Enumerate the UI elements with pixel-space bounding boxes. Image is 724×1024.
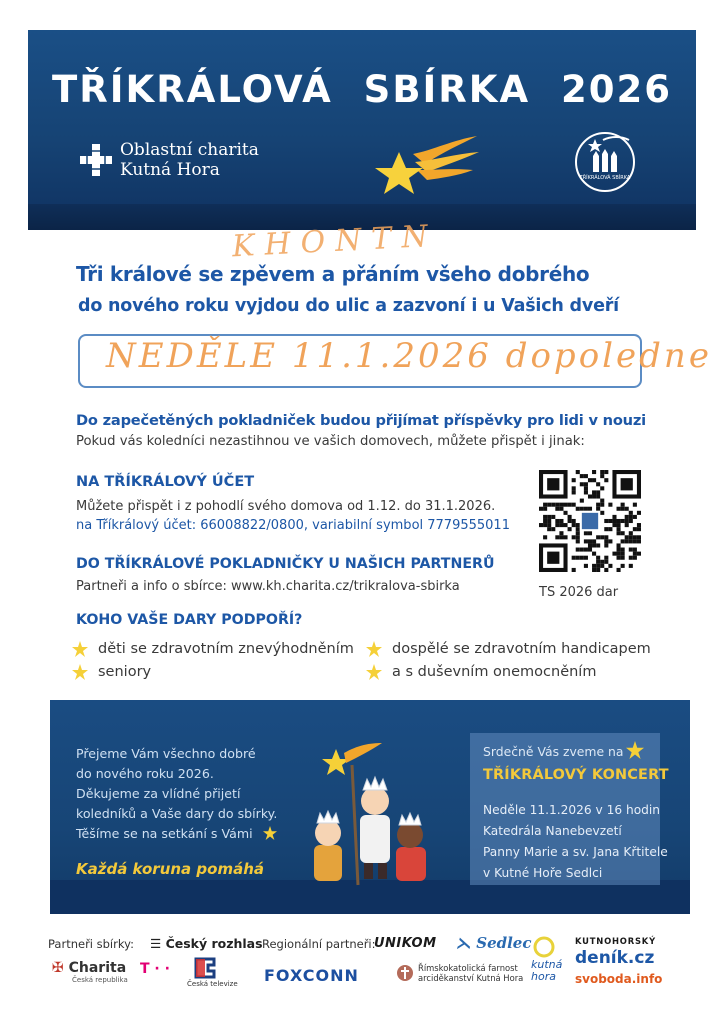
charity-cross-icon	[78, 142, 114, 178]
star-bullet-icon	[72, 641, 88, 657]
account-line1: Můžete přispět i z pohodlí svého domova od 1.12. do 31.1.2026.	[76, 499, 496, 514]
account-line2: na Tříkrálový účet: 66008822/0800, variabilní symbol 7779555011	[76, 518, 510, 533]
church-icon	[396, 963, 414, 983]
thanks-line: do nového roku 2026.	[76, 766, 214, 781]
rozhlas-icon: ☰	[150, 936, 166, 951]
partners-box-line1[interactable]: Partneři a info o sbírce: www.kh.charita.cz/trikralova-sbirka	[76, 579, 460, 594]
charity-logo	[78, 140, 259, 180]
support-item	[366, 664, 596, 680]
concert-info-line: Katedrála Nanebevzetí	[483, 824, 622, 838]
farnost-line2: arciděkanství Kutná Hora	[418, 973, 524, 983]
support-title: KOHO VAŠE DARY PODPOŘÍ?	[76, 612, 303, 628]
svg-text:TŘÍKRÁLOVÁ SBÍRKA: TŘÍKRÁLOVÁ SBÍRKA	[579, 175, 631, 181]
ceska-televize-icon	[192, 957, 218, 979]
star-bullet-icon	[366, 664, 382, 680]
qr-caption: TS 2026 dar	[539, 585, 619, 600]
kutna-hora-logo: kutná hora	[531, 958, 563, 983]
partners-label: Partneři sbírky:	[48, 937, 134, 951]
header-banner	[28, 30, 696, 230]
concert-info-line: v Kutné Hoře Sedlci	[483, 866, 603, 880]
thanks-line: Přejeme Vám všechno dobré	[76, 746, 256, 761]
cesky-rozhlas-logo: ☰ Český rozhlas	[150, 936, 263, 951]
three-kings-illustration	[300, 735, 460, 895]
thanks-line: koledníků a Vaše dary do sbírky.	[76, 806, 278, 821]
farnost-logo	[396, 963, 523, 983]
farnost-line1: Římskokatolická farnost	[418, 963, 518, 973]
kutnohorsky-label: KUTNOHORSKÝ	[575, 936, 656, 946]
charity-name-line1: Oblastní charita	[120, 140, 259, 160]
star-icon	[626, 741, 644, 759]
intro-line2: Pokud vás koledníci nezastihnou ve vašich domovech, můžete přispět i jinak:	[76, 434, 585, 449]
trikralova-sbirka-logo	[573, 130, 637, 194]
charita-logo: ✠ Charita	[52, 960, 127, 976]
intro-line1: Do zapečetěných pokladniček budou přijímat příspěvky pro lidi v nouzi	[76, 412, 646, 429]
svoboda-logo: svoboda.info	[575, 972, 663, 986]
partners-box-title: DO TŘÍKRÁLOVÉ POKLADNIČKY U NAŠICH PARTNERŮ	[76, 556, 495, 572]
star-bullet-icon	[72, 664, 88, 680]
support-item-label: děti se zdravotním znevýhodněním	[98, 641, 354, 657]
support-item	[72, 664, 151, 680]
thanks-line: Děkujeme za vlídné přijetí	[76, 786, 241, 801]
thanks-line: Těšíme se na setkání s Vámi	[76, 824, 277, 844]
page-title: TŘÍKRÁLOVÁ SBÍRKA 2026	[52, 68, 672, 111]
denik-logo: deník.cz	[575, 948, 655, 968]
headline-line1: Tři králové se zpěvem a přáním všeho dobrého	[76, 262, 590, 286]
star-bullet-icon	[366, 641, 382, 657]
handwritten-date: NEDĚLE 11.1.2026 dopoledne	[106, 336, 712, 376]
foxconn-logo: FOXCONN	[264, 966, 359, 985]
handwritten-note: KHONTN	[231, 218, 439, 265]
concert-info-line: Neděle 11.1.2026 v 16 hodin	[483, 803, 661, 817]
sedlec-logo: ⋋ Sedlec	[456, 934, 532, 952]
star-icon	[263, 826, 277, 840]
ceska-televize-logo: Česká televize	[187, 980, 238, 988]
charita-cross-icon: ✠	[52, 960, 69, 976]
t-mobile-logo: T · ·	[140, 961, 170, 977]
support-item	[366, 641, 651, 657]
support-item-label: a s duševním onemocněním	[392, 664, 597, 680]
support-item-label: seniory	[98, 664, 152, 680]
unikom-logo: UNIKOM	[374, 936, 437, 951]
support-item	[72, 641, 354, 657]
motto: Každá koruna pomáhá	[76, 860, 264, 878]
regional-partners-label: Regionální partneři:	[262, 937, 376, 951]
bird-icon: ⋋	[456, 934, 477, 952]
headline-line2: do nového roku vyjdou do ulic a zazvoní i u Vašich dveří	[78, 296, 619, 316]
charity-name-line2: Kutná Hora	[120, 160, 220, 180]
concert-title: TŘÍKRÁLOVÝ KONCERT	[483, 767, 669, 783]
charita-logo-subtitle: Česká republika	[72, 976, 128, 984]
concert-invite: Srdečně Vás zveme na	[483, 744, 624, 759]
concert-info-line: Panny Marie a sv. Jana Křtitele	[483, 845, 668, 859]
thanks-text	[76, 744, 277, 844]
comet-star-icon	[373, 130, 483, 200]
account-title: NA TŘÍKRÁLOVÝ ÚČET	[76, 474, 255, 490]
support-item-label: dospělé se zdravotním handicapem	[392, 641, 651, 657]
concert-info	[483, 800, 668, 884]
qr-code[interactable]	[539, 470, 641, 572]
